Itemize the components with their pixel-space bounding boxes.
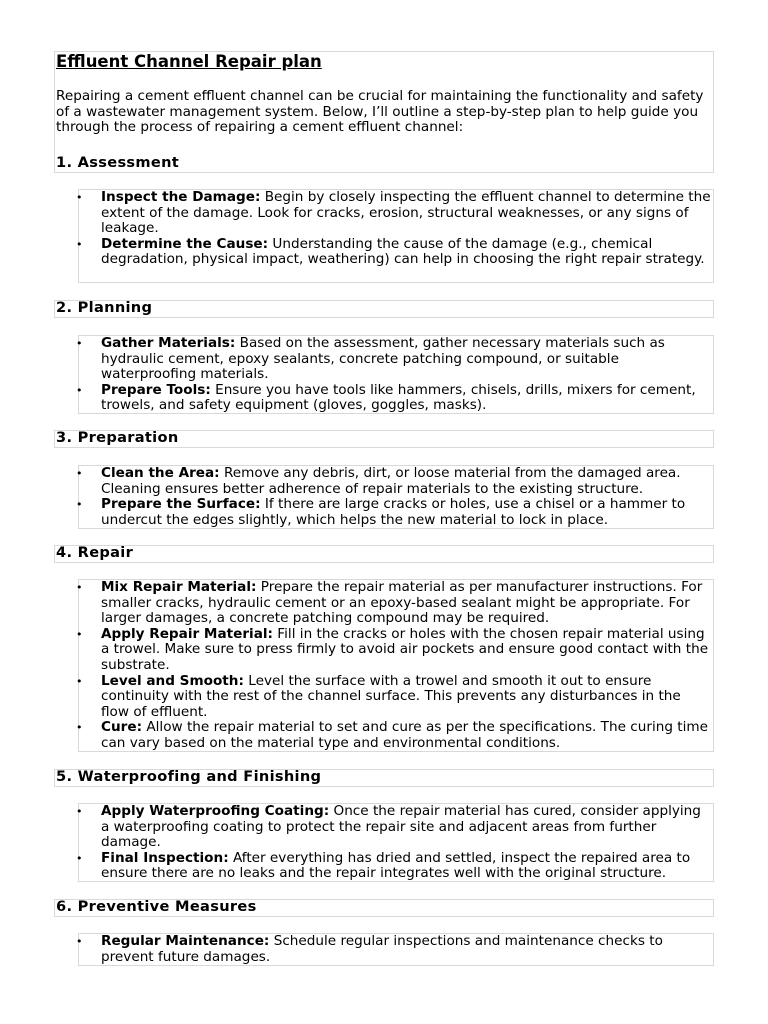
item-term: Clean the Area:: [101, 465, 220, 481]
item-text: Once the repair material has cured, consider applying a waterproofing coating to protect the repair site and adjacent areas from further damage.: [101, 803, 701, 851]
item-term: Final Inspection:: [101, 849, 229, 866]
item-text: After everything has dried and settled, inspect the repaired area to ensure there are no leaks and the repair integrates well with the original structure.: [101, 849, 691, 882]
item-text: Schedule regular inspections and maintenance checks to prevent future damages.: [101, 933, 663, 965]
list-preventive: [78, 933, 714, 966]
item-term: Apply Repair Material:: [101, 625, 273, 642]
item-term: Prepare the Surface:: [101, 496, 261, 513]
item-text: Prepare the repair material as per manufacturer instructions. For smaller cracks, hydraulic cement or an epoxy-based sealant might be appropriate. For larger damages, a concrete patching compound may be required.: [101, 579, 703, 627]
list-assessment: [78, 189, 714, 283]
item-text: Begin by closely inspecting the effluent channel to determine the extent of the damage. Look for cracks, erosion, structural weaknesses, or any signs of leakage.: [101, 189, 711, 237]
list-repair: [78, 579, 714, 752]
item-term: Cure:: [101, 719, 143, 736]
item-text: Based on the assessment, gather necessary materials such as hydraulic cement, epoxy sealants, concrete patching compound, or suitable waterproofing materials.: [101, 335, 665, 383]
section-heading-preventive: 6. Preventive Measures: [56, 898, 257, 915]
list-item: [79, 383, 713, 414]
item-term: Determine the Cause:: [101, 235, 269, 252]
item-text: Remove any debris, dirt, or loose material from the damaged area. Cleaning ensures better adherence of repair materials to the existing structure.: [101, 465, 681, 497]
list-planning: [78, 335, 714, 414]
item-text: If there are large cracks or holes, use a chisel or a hammer to undercut the edges slightly, which helps the new material to lock in place.: [101, 496, 686, 528]
item-term: Prepare Tools:: [101, 381, 211, 398]
list-item: [79, 674, 713, 721]
item-text: Level the surface with a trowel and smooth it out to ensure continuity with the rest of the channel surface. This prevents any disturbances in the flow of effluent.: [101, 672, 681, 720]
section-heading-frame: [54, 545, 714, 563]
section-heading-planning: 2. Planning: [56, 299, 153, 316]
item-text: Allow the repair material to set and cure as per the specifications. The curing time can vary based on the material type and environmental conditions.: [101, 719, 709, 751]
section-heading-frame: [54, 300, 714, 318]
document-title: Effluent Channel Repair plan: [56, 52, 322, 71]
item-term: Gather Materials:: [101, 335, 236, 351]
section-heading-repair: 4. Repair: [56, 544, 134, 561]
item-text: Ensure you have tools like hammers, chisels, drills, mixers for cement, trowels, and safety equipment (gloves, goggles, masks).: [101, 381, 696, 414]
list-preparation: [78, 465, 714, 529]
item-term: Regular Maintenance:: [101, 933, 270, 949]
list-item: [79, 851, 713, 882]
intro-paragraph: Repairing a cement effluent channel can be crucial for maintaining the functionality and safety of a wastewater management system. Below, I’ll outline a step-by-step plan to help guide you through the process of repairing a cement effluent channel:: [56, 88, 704, 136]
item-term: Apply Waterproofing Coating:: [101, 803, 330, 819]
item-term: Mix Repair Material:: [101, 579, 257, 595]
item-text: Fill in the cracks or holes with the chosen repair material using a trowel. Make sure to press firmly to avoid air pockets and ensure good contact with the substrate.: [101, 625, 709, 673]
item-term: Inspect the Damage:: [101, 189, 261, 205]
list-item: [79, 804, 713, 851]
item-term: Level and Smooth:: [101, 672, 244, 689]
list-item: [79, 336, 713, 383]
list-item: [79, 934, 713, 965]
list-waterproofing: [78, 803, 714, 882]
list-item: [79, 627, 713, 674]
item-text: Understanding the cause of the damage (e.g., chemical degradation, physical impact, weathering) can help in choosing the right repair strategy.: [101, 235, 705, 268]
list-item: [79, 237, 713, 268]
list-item: [79, 466, 713, 497]
section-heading-assessment: 1. Assessment: [56, 154, 180, 171]
section-heading-waterproofing: 5. Waterproofing and Finishing: [56, 768, 322, 785]
list-item: [79, 190, 713, 237]
list-item: [79, 720, 713, 751]
section-heading-preparation: 3. Preparation: [56, 429, 179, 446]
list-item: [79, 580, 713, 627]
list-item: [79, 497, 713, 528]
